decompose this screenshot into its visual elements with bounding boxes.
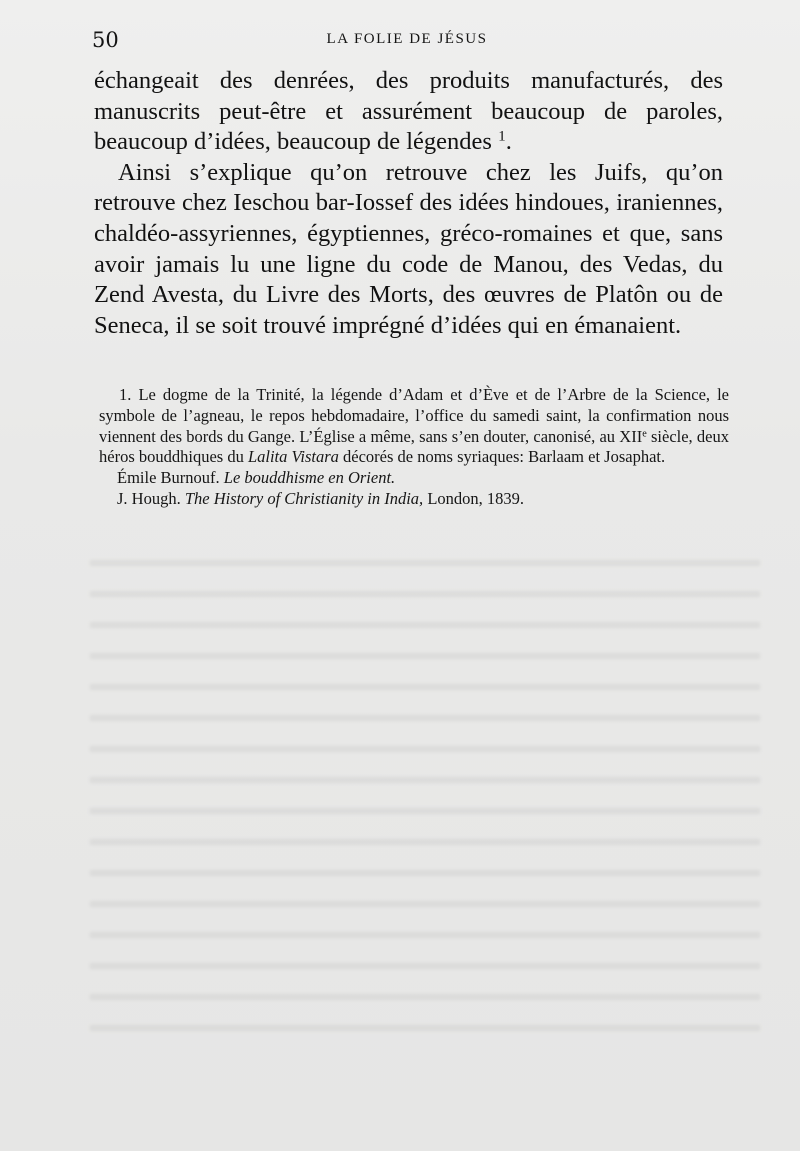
reference-burnouf [117, 468, 729, 489]
reference-2-title: The History of Christianity in India, [184, 488, 424, 508]
reference-2-author: J. Hough. [117, 488, 181, 508]
footnote-1 [99, 385, 729, 468]
footnote-superscript: e [642, 427, 647, 439]
reference-1-title: Le bouddhisme en Orient. [223, 468, 396, 488]
footnote-italic-title: Lalita Vistara [247, 447, 339, 467]
page-number: 50 [92, 28, 119, 52]
page-header [92, 28, 722, 54]
footnote-text-c: décorés de noms syriaques: Barlaam et Josaphat. [343, 447, 666, 467]
footnote-marker: 1 [498, 127, 506, 145]
reference-1-author: Émile Burnouf. [117, 468, 220, 488]
footnote-number: 1. [119, 385, 132, 404]
footnote-text-a: Le dogme de la Trinité, la légende d’Adam et d’Ève et de l’Arbre de la Science, le symbole de l’agneau, le repos hebdomadaire, l’office du samedi saint, la confirmation nous viennent des bords du Gange. L’Église a même, sans s’en douter, canonisé, au XII [99, 385, 729, 446]
running-title: LA FOLIE DE JÉSUS [326, 31, 488, 47]
reference-2-rest: London, 1839. [427, 488, 525, 508]
paragraph-1-text: échangeait des denrées, des produits manufacturés, des manuscrits peut-être et assurément beaucoup de paroles, beaucoup d’idées, beaucoup de légendes [94, 67, 723, 156]
show-through-shadow [90, 540, 760, 1040]
footnotes [99, 385, 729, 510]
paragraph-1-end: . [505, 128, 512, 156]
footnote-text-b: siècle, deux héros bouddhiques du [99, 426, 729, 467]
paragraph-1 [94, 66, 723, 158]
paragraph-2: Ainsi s’explique qu’on retrouve chez les Juifs, qu’on retrouve chez Ieschou bar-Iossef des idées hindoues, iraniennes, chaldéo-assyriennes, égyptiennes, gréco-romaines et que, sans avoir jamais lu une ligne du code de Manou, des Vedas, du Zend Avesta, du Livre des Morts, des œuvres de Platôn ou de Seneca, il se soit trouvé imprégné d’idées qui en émanaient. [94, 158, 723, 339]
main-text [94, 66, 723, 341]
reference-hough [117, 489, 729, 510]
